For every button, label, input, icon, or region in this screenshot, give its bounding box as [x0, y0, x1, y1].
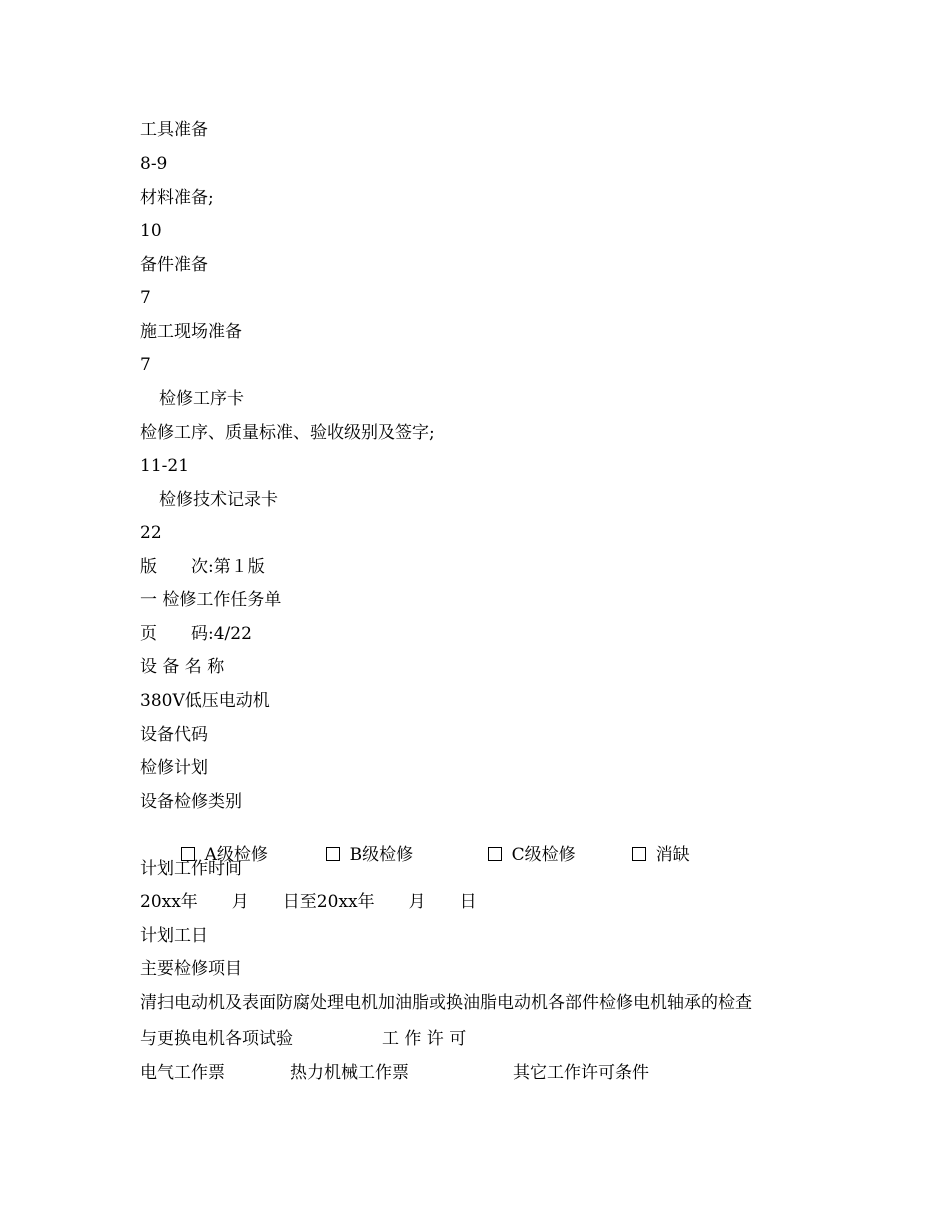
planned-time-label: 计划工作时间 [140, 859, 242, 879]
maintenance-category-label: 设备检修类别 [140, 792, 242, 812]
checkbox-b-level[interactable] [304, 825, 413, 885]
tools-prep-label: 工具准备 [140, 120, 208, 140]
other-permit-conditions: 其它工作许可条件 [513, 1063, 649, 1083]
main-items-line-2: 与更换电机各项试验 [140, 1029, 293, 1049]
thermal-mechanical-ticket: 热力机械工作票 [290, 1063, 409, 1083]
checkbox-b-label: B级检修 [349, 845, 414, 865]
main-items-line-1: 清扫电动机及表面防腐处理电机加油脂或换油脂电动机各部件检修电机轴承的检查 [140, 993, 752, 1013]
site-prep-page: 7 [140, 355, 151, 375]
planned-time-value: 20xx年 月 日至20xx年 月 日 [140, 892, 477, 912]
checkbox-c-label: C级检修 [511, 845, 576, 865]
checkbox-a-label: A级检修 [204, 845, 268, 865]
planned-workdays-label: 计划工日 [140, 926, 208, 946]
checkbox-icon [326, 847, 340, 861]
maintenance-plan-label: 检修计划 [140, 758, 208, 778]
equipment-code-label: 设备代码 [140, 725, 208, 745]
tech-record-page: 22 [140, 523, 162, 543]
site-prep-label: 施工现场准备 [140, 322, 242, 342]
process-card-desc: 检修工序、质量标准、验收级别及签字; [140, 423, 435, 443]
equipment-name-label: 设 备 名 称 [140, 657, 225, 677]
tech-record-heading: 检修技术记录卡 [159, 490, 278, 510]
process-card-heading: 检修工序卡 [159, 389, 244, 409]
spare-parts-prep-page: 7 [140, 288, 151, 308]
task-sheet-title: 一 检修工作任务单 [140, 590, 282, 610]
spare-parts-prep-label: 备件准备 [140, 255, 208, 275]
equipment-name-value: 380V低压电动机 [140, 691, 270, 711]
work-permit-heading: 工 作 许 可 [382, 1029, 467, 1049]
main-items-label: 主要检修项目 [140, 959, 242, 979]
version-line: 版 次:第１版 [140, 557, 265, 577]
electrical-work-ticket: 电气工作票 [140, 1063, 225, 1083]
checkbox-defect[interactable] [610, 825, 690, 885]
checkbox-d-label: 消缺 [655, 845, 690, 865]
page-number-line: 页 码:4/22 [140, 624, 252, 644]
checkbox-icon [488, 847, 502, 861]
process-card-pages: 11-21 [140, 456, 190, 476]
materials-prep-label: 材料准备; [140, 188, 214, 208]
checkbox-c-level[interactable] [466, 825, 576, 885]
materials-prep-page: 10 [140, 221, 162, 241]
tools-prep-page: 8-9 [140, 154, 168, 174]
checkbox-icon [632, 847, 646, 861]
